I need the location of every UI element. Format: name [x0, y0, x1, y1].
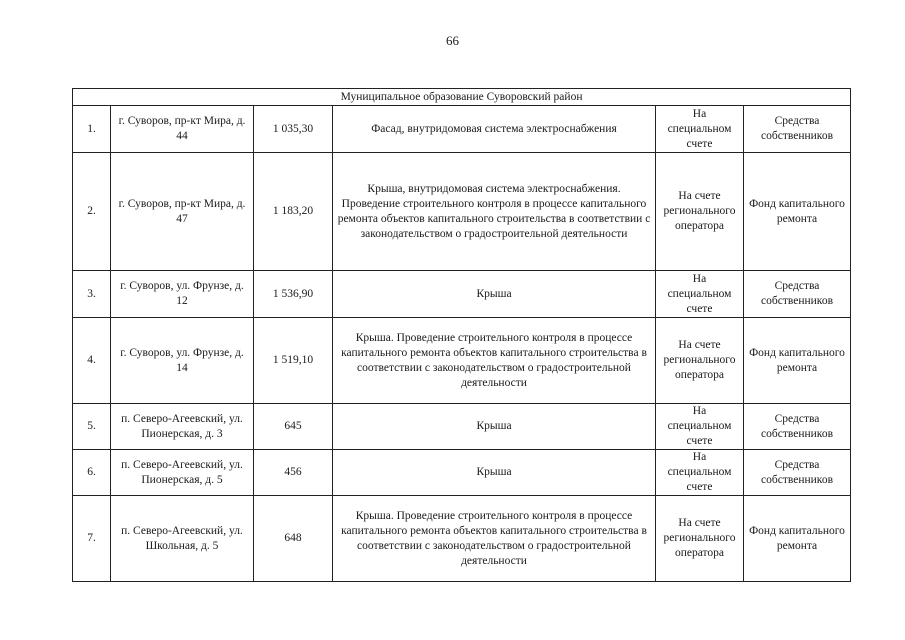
funding-cell: Средства собственников: [744, 271, 851, 318]
area-cell: 1 519,10: [254, 318, 333, 404]
row-number: 3.: [73, 271, 111, 318]
row-number: 4.: [73, 318, 111, 404]
works-cell: Крыша, внутридомовая система электроснабжения. Проведение строительного контроля в процессе капитального ремонта объектов капитального строительства в соответствии с законодательством о градостроительной деятельности: [333, 153, 656, 271]
table-row: [73, 318, 851, 404]
address-cell: г. Суворов, пр-кт Мира, д. 44: [111, 106, 254, 153]
group-header-row: [73, 89, 851, 106]
account-cell: На специальном счете: [656, 450, 744, 496]
works-cell: Крыша: [333, 404, 656, 450]
row-number: 6.: [73, 450, 111, 496]
table-row: [73, 106, 851, 153]
works-cell: Крыша. Проведение строительного контроля в процессе капитального ремонта объектов капитального строительства в соответствии с законодательством о градостроительной деятельности: [333, 496, 656, 582]
account-cell: На специальном счете: [656, 404, 744, 450]
area-cell: 1 536,90: [254, 271, 333, 318]
address-cell: п. Северо-Агеевский, ул. Пионерская, д. 3: [111, 404, 254, 450]
account-cell: На специальном счете: [656, 106, 744, 153]
page-number: 66: [446, 33, 459, 48]
table-row: [73, 404, 851, 450]
funding-cell: Средства собственников: [744, 404, 851, 450]
works-cell: Крыша: [333, 450, 656, 496]
area-cell: 645: [254, 404, 333, 450]
address-cell: г. Суворов, пр-кт Мира, д. 47: [111, 153, 254, 271]
works-cell: Фасад, внутридомовая система электроснабжения: [333, 106, 656, 153]
area-cell: 456: [254, 450, 333, 496]
account-cell: На специальном счете: [656, 271, 744, 318]
works-cell: Крыша: [333, 271, 656, 318]
municipality-title: Муниципальное образование Суворовский район: [73, 89, 851, 106]
row-number: 5.: [73, 404, 111, 450]
address-cell: п. Северо-Агеевский, ул. Школьная, д. 5: [111, 496, 254, 582]
address-cell: г. Суворов, ул. Фрунзе, д. 12: [111, 271, 254, 318]
funding-cell: Средства собственников: [744, 106, 851, 153]
address-cell: п. Северо-Агеевский, ул. Пионерская, д. 5: [111, 450, 254, 496]
funding-cell: Средства собственников: [744, 450, 851, 496]
funding-cell: Фонд капитального ремонта: [744, 496, 851, 582]
account-cell: На счете регионального оператора: [656, 496, 744, 582]
row-number: 7.: [73, 496, 111, 582]
funding-cell: Фонд капитального ремонта: [744, 153, 851, 271]
area-cell: 648: [254, 496, 333, 582]
works-cell: Крыша. Проведение строительного контроля в процессе капитального ремонта объектов капитального строительства в соответствии с законодательством о градостроительной деятельности: [333, 318, 656, 404]
row-number: 1.: [73, 106, 111, 153]
table-row: [73, 496, 851, 582]
area-cell: 1 035,30: [254, 106, 333, 153]
funding-cell: Фонд капитального ремонта: [744, 318, 851, 404]
row-number: 2.: [73, 153, 111, 271]
repair-schedule-table: [72, 88, 851, 582]
account-cell: На счете регионального оператора: [656, 153, 744, 271]
table-row: [73, 450, 851, 496]
area-cell: 1 183,20: [254, 153, 333, 271]
account-cell: На счете регионального оператора: [656, 318, 744, 404]
table-row: [73, 271, 851, 318]
table-row: [73, 153, 851, 271]
address-cell: г. Суворов, ул. Фрунзе, д. 14: [111, 318, 254, 404]
